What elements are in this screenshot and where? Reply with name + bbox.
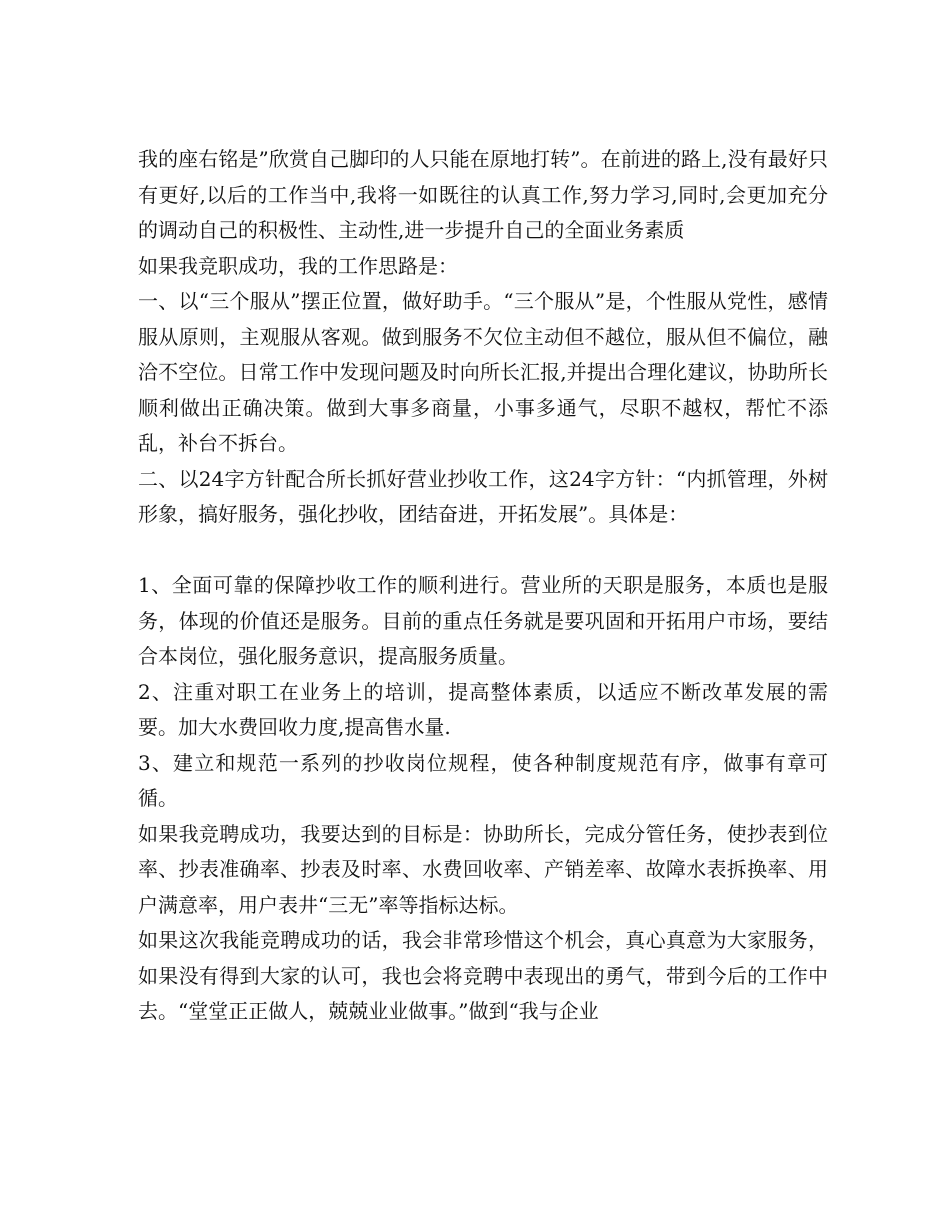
paragraph-motto: 我的座右铭是”欣赏自己脚印的人只能在原地打转”。在前进的路上,没有最好只有更好,以后的工作当中,我将一如既往的认真工作,努力学习,同时,会更加充分的调动自己的积极性、主动性,进一步提升自己的全面业务素质 <box>138 147 828 242</box>
paragraph-item-1: 1、全面可靠的保障抄收工作的顺利进行。营业所的天职是服务，本质也是服务，体现的价值还是服务。目前的重点任务就是要巩固和开拓用户市场，要结合本岗位，强化服务意识，提高服务质量。 <box>138 573 828 668</box>
paragraph-item-3: 3、建立和规范一系列的抄收岗位规程，使各种制度规范有序，做事有章可循。 <box>138 750 828 810</box>
paragraph-point-one: 一、以“三个服从”摆正位置，做好助手。“三个服从”是，个性服从党性，感情服从原则，主观服从客观。做到服务不欠位主动但不越位，服从但不偏位，融洽不空位。日常工作中发现问题及时向所长汇报,并提出合理化建议，协助所长顺利做出正确决策。做到大事多商量，小事多通气，尽职不越权，帮忙不添乱，补台不拆台。 <box>138 289 828 455</box>
paragraph-work-idea-intro: 如果我竞职成功，我的工作思路是： <box>138 253 458 278</box>
paragraph-point-two: 二、以24字方针配合所长抓好营业抄收工作，这24字方针：“内抓管理，外树形象，搞好服务，强化抄收，团结奋进，开拓发展”。具体是： <box>138 466 828 526</box>
paragraph-item-2: 2、注重对职工在业务上的培训，提高整体素质，以适应不断改革发展的需要。加大水费回收力度,提高售水量. <box>138 679 828 739</box>
paragraph-closing: 如果这次我能竞聘成功的话，我会非常珍惜这个机会，真心真意为大家服务，如果没有得到大家的认可，我也会将竞聘中表现出的勇气，带到今后的工作中去。“堂堂正正做人，兢兢业业做事。”做到“我与企业 <box>138 928 828 1023</box>
paragraph-goals: 如果我竞聘成功，我要达到的目标是：协助所长，完成分管任务，使抄表到位率、抄表准确率、抄表及时率、水费回收率、产销差率、故障水表拆换率、用户满意率，用户表井“三无”率等指标达标。 <box>138 821 828 917</box>
blank-line <box>138 533 828 569</box>
document-body <box>138 142 828 1030</box>
